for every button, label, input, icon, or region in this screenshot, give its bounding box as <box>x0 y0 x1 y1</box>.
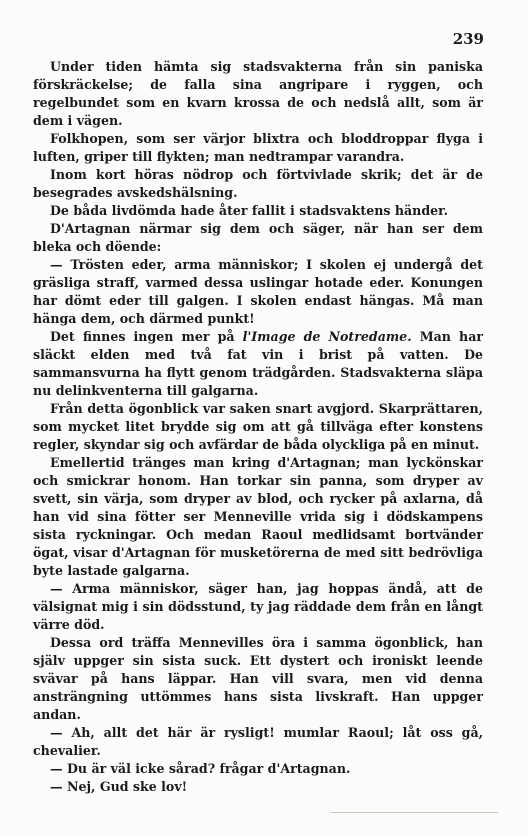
paragraph: Emellertid tränges man kring d'Artagnan; man lyckönskar och smickrar honom. Han torkar sin panna, som dryper av svett, sin värja, som dryper av blod, och rycker på axlarna, då han vid sina fötter ser Menneville vrida sig i dödskampens sista ryckningar. Och medan Raoul medlidsamt bortvänder ögat, visar d'Artagnan för musketörerna de med sitt bedrövliga byte lastade galgarna. <box>33 455 483 578</box>
paragraph: — Ah, allt det här är rysligt! mumlar Raoul; låt oss gå, chevalier. <box>33 725 483 758</box>
paragraph: Folkhopen, som ser värjor blixtra och bloddroppar flyga i luften, griper till flykten; man nedtrampar varandra. <box>33 131 483 164</box>
paragraph: D'Artagnan närmar sig dem och säger, när han ser dem bleka och döende: <box>33 221 483 254</box>
paragraph: De båda livdömda hade åter fallit i stadsvaktens händer. <box>50 203 449 218</box>
paragraph: Inom kort höras nödrop och förtvivlade skrik; det är de besegrades avskedshälsning. <box>33 167 483 200</box>
paragraph-with-italic <box>33 328 483 400</box>
paragraph: — Trösten eder, arma människor; I skolen ej undergå det gräsliga straff, varmed dessa uslingar hotade eder. Konungen har dömt eder till galgen. I skolen endast hängas. Må man hänga dem, och därmed punkt! <box>33 257 483 326</box>
paragraph: — Arma människor, säger han, jag hoppas ändå, att de välsignat mig i sin dödsstund, ty jag räddade dem från en långt värre död. <box>33 581 483 632</box>
paragraph-text: Det finnes ingen mer på <box>50 329 243 344</box>
paragraph: — Nej, Gud ske lov! <box>50 779 188 794</box>
paragraph: Från detta ögonblick var saken snart avgjord. Skarprättaren, som mycket litet brydde sig om att gå tillväga efter konstens regler, skyndar sig och avfärdar de båda olyckliga på en minut. <box>33 401 483 452</box>
page-number: 239 <box>452 30 484 48</box>
paragraph: Dessa ord träffa Mennevilles öra i samma ögonblick, han själv uppger sin sista suck. Ett dystert och ironiskt leende svävar på hans läppar. Han vill svara, men vid denna ansträngning uttömmes hans sista livskraft. Han uppger andan. <box>33 635 483 722</box>
paragraph: Under tiden hämta sig stadsvakterna från sin paniska förskräckelse; de falla sina angripare i ryggen, och regelbundet som en kvarn krossa de och nedslå allt, som är dem i vägen. <box>33 59 483 128</box>
italic-title: l'Image de Notredame. <box>242 329 412 344</box>
paragraph: — Du är väl icke sårad? frågar d'Artagnan. <box>50 761 351 776</box>
body-text <box>33 58 483 796</box>
paragraph-text: Man har släckt elden med två fat vin i brist på vatten. De sammansvurna ha flytt genom trädgården. Stadsvakterna släpa nu delinkventerna till galgarna. <box>33 329 483 398</box>
bottom-edge-rule <box>330 812 498 813</box>
